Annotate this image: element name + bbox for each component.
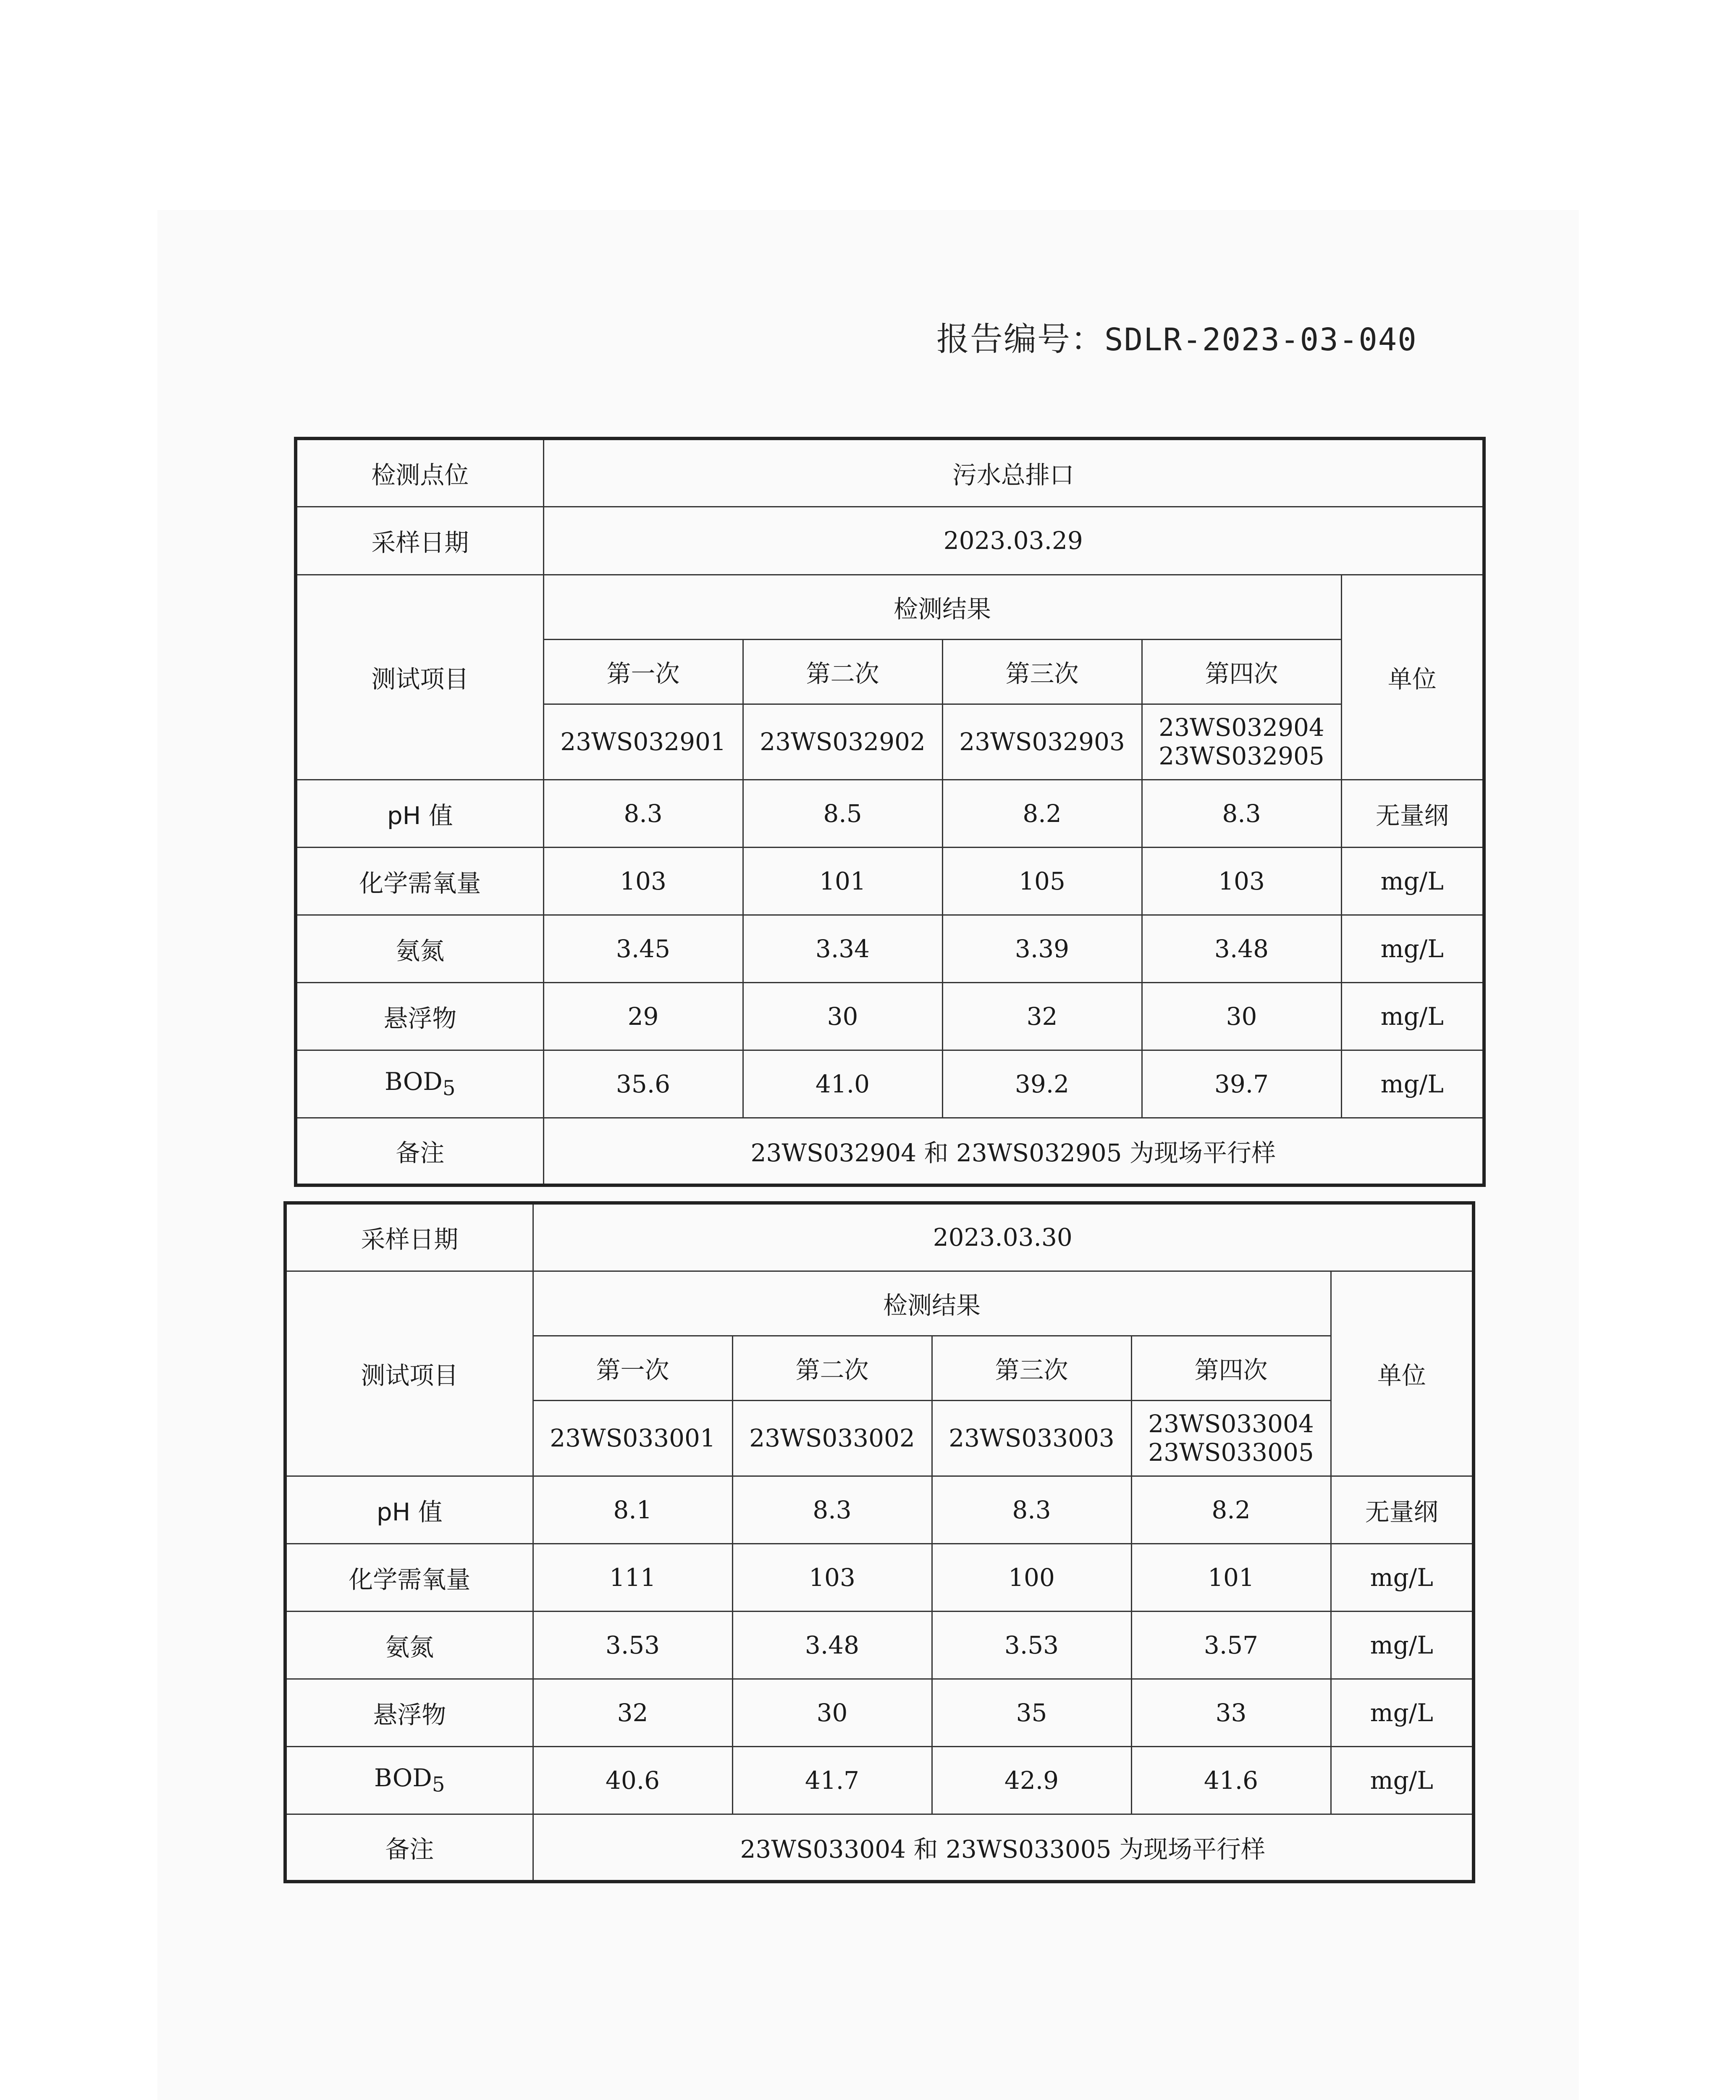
item-name: pH 值 [285,1476,533,1544]
value-cell: 3.57 [1131,1611,1331,1679]
value-cell: 3.48 [1142,915,1341,982]
sample-id-pair [1142,704,1341,780]
value-cell: 39.2 [942,1050,1142,1118]
value-cell: 30 [743,982,942,1050]
sample-id: 23WS033004 [1148,1410,1314,1438]
sample-date-row [296,507,1484,575]
data-row [285,1544,1474,1611]
unit-cell: mg/L [1331,1746,1474,1814]
sample-id-pair [1131,1400,1331,1476]
item-name: BOD [385,1067,443,1096]
site-row [296,438,1484,507]
item-name: 氨氮 [296,915,543,982]
data-row [285,1679,1474,1746]
unit-cell: mg/L [1331,1544,1474,1611]
value-cell: 103 [543,847,743,915]
item-name-bod [296,1050,543,1118]
round-4: 第四次 [1142,639,1341,704]
value-cell: 101 [743,847,942,915]
unit-cell: mg/L [1341,982,1484,1050]
value-cell: 29 [543,982,743,1050]
value-cell: 103 [1142,847,1341,915]
sample-id: 23WS032902 [743,704,942,780]
unit-cell: mg/L [1341,1050,1484,1118]
round-1: 第一次 [533,1336,732,1400]
value-cell: 8.2 [1131,1476,1331,1544]
unit-cell: mg/L [1341,847,1484,915]
value-cell: 100 [932,1544,1131,1611]
site-label: 检测点位 [296,438,543,507]
sample-date-row [285,1203,1474,1271]
unit-cell: mg/L [1341,915,1484,982]
value-cell: 8.5 [743,780,942,847]
round-3: 第三次 [942,639,1142,704]
value-cell: 41.0 [743,1050,942,1118]
round-2: 第二次 [732,1336,932,1400]
unit-cell: mg/L [1331,1679,1474,1746]
round-4: 第四次 [1131,1336,1331,1400]
value-cell: 8.3 [932,1476,1131,1544]
data-row [285,1746,1474,1814]
data-row [285,1476,1474,1544]
value-cell: 8.1 [533,1476,732,1544]
remark-value: 23WS032904 和 23WS032905 为现场平行样 [543,1118,1484,1185]
value-cell: 8.3 [543,780,743,847]
value-cell: 39.7 [1142,1050,1341,1118]
sample-id: 23WS032904 [1159,713,1324,742]
results-label: 检测结果 [533,1271,1331,1336]
data-row [296,915,1484,982]
results-header-row [296,575,1484,639]
sample-id: 23WS032905 [1159,742,1324,770]
value-cell: 3.34 [743,915,942,982]
data-row [296,982,1484,1050]
sample-id: 23WS032901 [543,704,743,780]
value-cell: 42.9 [932,1746,1131,1814]
value-cell: 35.6 [543,1050,743,1118]
results-header-row [285,1271,1474,1336]
bod-subscript: 5 [432,1773,445,1797]
data-row [285,1611,1474,1679]
data-row [296,847,1484,915]
value-cell: 8.3 [732,1476,932,1544]
value-cell: 103 [732,1544,932,1611]
value-cell: 32 [533,1679,732,1746]
round-2: 第二次 [743,639,942,704]
unit-cell: mg/L [1331,1611,1474,1679]
results-table-1 [294,437,1486,1187]
unit-label: 单位 [1341,575,1484,780]
data-row [296,1050,1484,1118]
item-name: 氨氮 [285,1611,533,1679]
results-table-2 [283,1201,1475,1883]
unit-cell: 无量纲 [1341,780,1484,847]
sample-date-label: 采样日期 [296,507,543,575]
sample-id: 23WS033005 [1148,1438,1314,1467]
value-cell: 30 [732,1679,932,1746]
report-number-value: SDLR-2023-03-040 [1104,322,1417,358]
unit-label: 单位 [1331,1271,1474,1476]
value-cell: 8.3 [1142,780,1341,847]
value-cell: 3.53 [533,1611,732,1679]
value-cell: 35 [932,1679,1131,1746]
results-label: 检测结果 [543,575,1341,639]
value-cell: 41.7 [732,1746,932,1814]
value-cell: 3.39 [942,915,1142,982]
round-1: 第一次 [543,639,743,704]
sample-date-label: 采样日期 [285,1203,533,1271]
round-3: 第三次 [932,1336,1131,1400]
remark-label: 备注 [296,1118,543,1185]
item-name: BOD [374,1764,432,1793]
item-name: 化学需氧量 [296,847,543,915]
page-footer [0,2095,1736,2100]
value-cell: 32 [942,982,1142,1050]
bod-subscript: 5 [442,1076,456,1100]
sample-id: 23WS033001 [533,1400,732,1476]
sample-id: 23WS032903 [942,704,1142,780]
report-number-label: 报告编号： [936,320,1105,358]
sample-id: 23WS033002 [732,1400,932,1476]
test-item-label: 测试项目 [285,1271,533,1476]
test-item-label: 测试项目 [296,575,543,780]
remark-row [296,1118,1484,1185]
item-name: 化学需氧量 [285,1544,533,1611]
item-name: 悬浮物 [296,982,543,1050]
value-cell: 8.2 [942,780,1142,847]
value-cell: 111 [533,1544,732,1611]
item-name-bod [285,1746,533,1814]
remark-row [285,1814,1474,1882]
remark-label: 备注 [285,1814,533,1882]
sample-date-value: 2023.03.30 [533,1203,1474,1271]
item-name: pH 值 [296,780,543,847]
value-cell: 40.6 [533,1746,732,1814]
value-cell: 41.6 [1131,1746,1331,1814]
unit-cell: 无量纲 [1331,1476,1474,1544]
value-cell: 30 [1142,982,1341,1050]
sample-id: 23WS033003 [932,1400,1131,1476]
sample-date-value: 2023.03.29 [543,507,1484,575]
remark-value: 23WS033004 和 23WS033005 为现场平行样 [533,1814,1474,1882]
value-cell: 105 [942,847,1142,915]
value-cell: 3.45 [543,915,743,982]
value-cell: 3.53 [932,1611,1131,1679]
site-value: 污水总排口 [543,438,1484,507]
value-cell: 33 [1131,1679,1331,1746]
data-row [296,780,1484,847]
report-number [936,313,1417,360]
value-cell: 3.48 [732,1611,932,1679]
item-name: 悬浮物 [285,1679,533,1746]
value-cell: 101 [1131,1544,1331,1611]
